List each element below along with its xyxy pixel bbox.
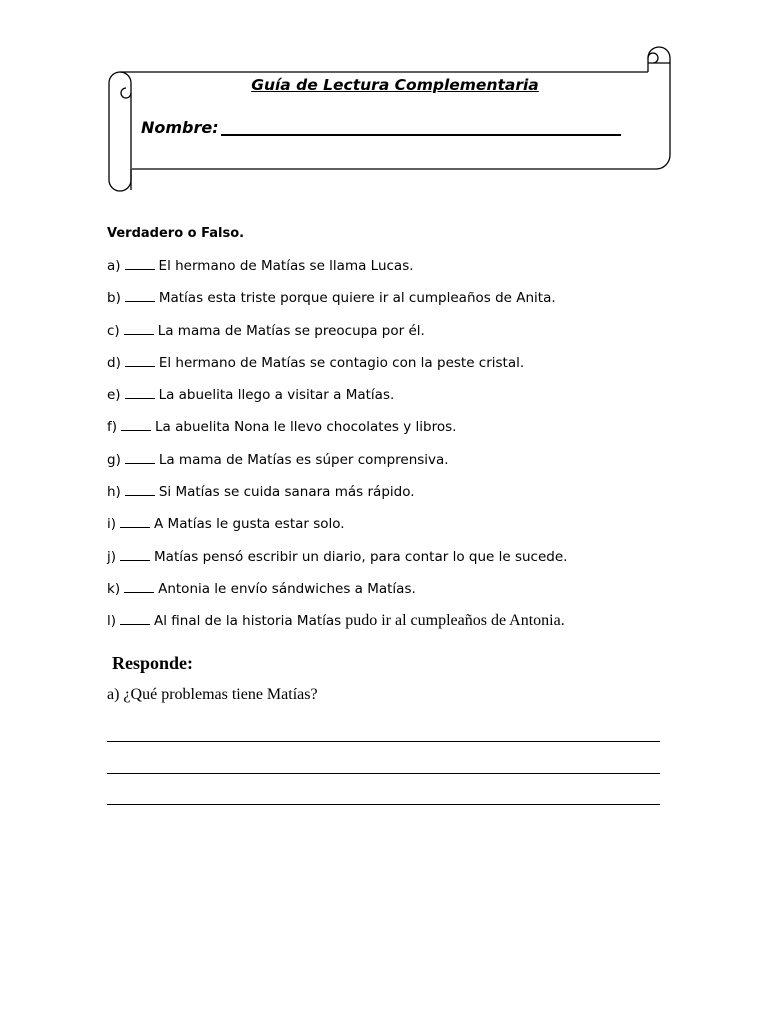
item-letter: b): [107, 290, 121, 307]
item-letter: e): [107, 387, 121, 404]
true-false-list: [107, 257, 567, 645]
true-false-item: [107, 612, 567, 644]
item-statement: Antonia le envío sándwiches a Matías.: [158, 580, 416, 597]
item-letter: a): [107, 258, 121, 274]
answer-line[interactable]: [107, 804, 660, 805]
answer-blank[interactable]: [125, 354, 155, 367]
item-statement: El hermano de Matías se llama Lucas.: [158, 258, 414, 274]
true-false-item: [107, 515, 567, 547]
answer-blank[interactable]: [120, 515, 150, 528]
item-letter: l): [107, 613, 117, 630]
name-input-line[interactable]: [221, 118, 621, 136]
answer-blank[interactable]: [125, 483, 155, 496]
true-false-item: [107, 386, 567, 418]
true-false-item: [107, 580, 567, 612]
item-statement: La abuelita llego a visitar a Matías.: [158, 387, 395, 404]
title-scroll-banner: [0, 0, 768, 210]
item-statement: La mama de Matías se preocupa por él.: [157, 322, 425, 339]
true-false-item: [107, 451, 567, 483]
answer-line[interactable]: [107, 741, 660, 742]
answer-blank[interactable]: [125, 289, 155, 302]
item-statement: Al final de la historia Matías: [154, 613, 342, 630]
scroll-banner-graphic: [0, 0, 768, 210]
answer-blank[interactable]: [125, 386, 155, 399]
answer-line[interactable]: [107, 773, 660, 774]
item-statement-tail: pudo ir al cumpleaños de Antonia.: [341, 612, 565, 630]
answer-blank[interactable]: [125, 257, 155, 270]
answer-blank[interactable]: [124, 322, 154, 335]
item-statement: Matías pensó escribir un diario, para contar lo que le sucede.: [154, 548, 568, 565]
item-letter: i): [107, 516, 117, 533]
answer-blank[interactable]: [120, 548, 150, 561]
true-false-item: [107, 483, 567, 515]
page-title: Guía de Lectura Complementaria: [251, 76, 539, 94]
item-letter: j): [107, 548, 117, 565]
item-statement: El hermano de Matías se contagio con la peste cristal.: [158, 354, 525, 371]
responde-heading: Responde:: [112, 653, 194, 673]
name-label: Nombre:: [141, 118, 219, 137]
item-letter: h): [107, 484, 121, 501]
answer-blank[interactable]: [124, 580, 154, 593]
question-a: a) ¿Qué problemas tiene Matías?: [107, 686, 318, 703]
item-letter: k): [107, 580, 121, 597]
item-statement: A Matías le gusta estar solo.: [154, 516, 345, 533]
item-letter: g): [107, 451, 121, 468]
true-false-item: [107, 257, 567, 289]
true-false-item: [107, 548, 567, 580]
true-false-item: [107, 354, 567, 386]
item-letter: d): [107, 354, 121, 371]
true-false-item: [107, 322, 567, 354]
true-false-item: [107, 418, 567, 450]
answer-blank[interactable]: [125, 451, 155, 464]
answer-blank[interactable]: [121, 418, 151, 431]
item-statement: La abuelita Nona le llevo chocolates y libros.: [155, 419, 457, 436]
item-statement: Si Matías se cuida sanara más rápido.: [158, 484, 415, 501]
item-statement: Matías esta triste porque quiere ir al cumpleaños de Anita.: [158, 290, 556, 307]
true-false-item: [107, 289, 567, 321]
answer-blank[interactable]: [120, 612, 150, 625]
true-false-heading: Verdadero o Falso.: [107, 226, 245, 241]
item-letter: f): [107, 419, 118, 436]
item-letter: c): [107, 322, 120, 339]
item-statement: La mama de Matías es súper comprensiva.: [158, 451, 449, 468]
name-field-row: [141, 118, 621, 137]
